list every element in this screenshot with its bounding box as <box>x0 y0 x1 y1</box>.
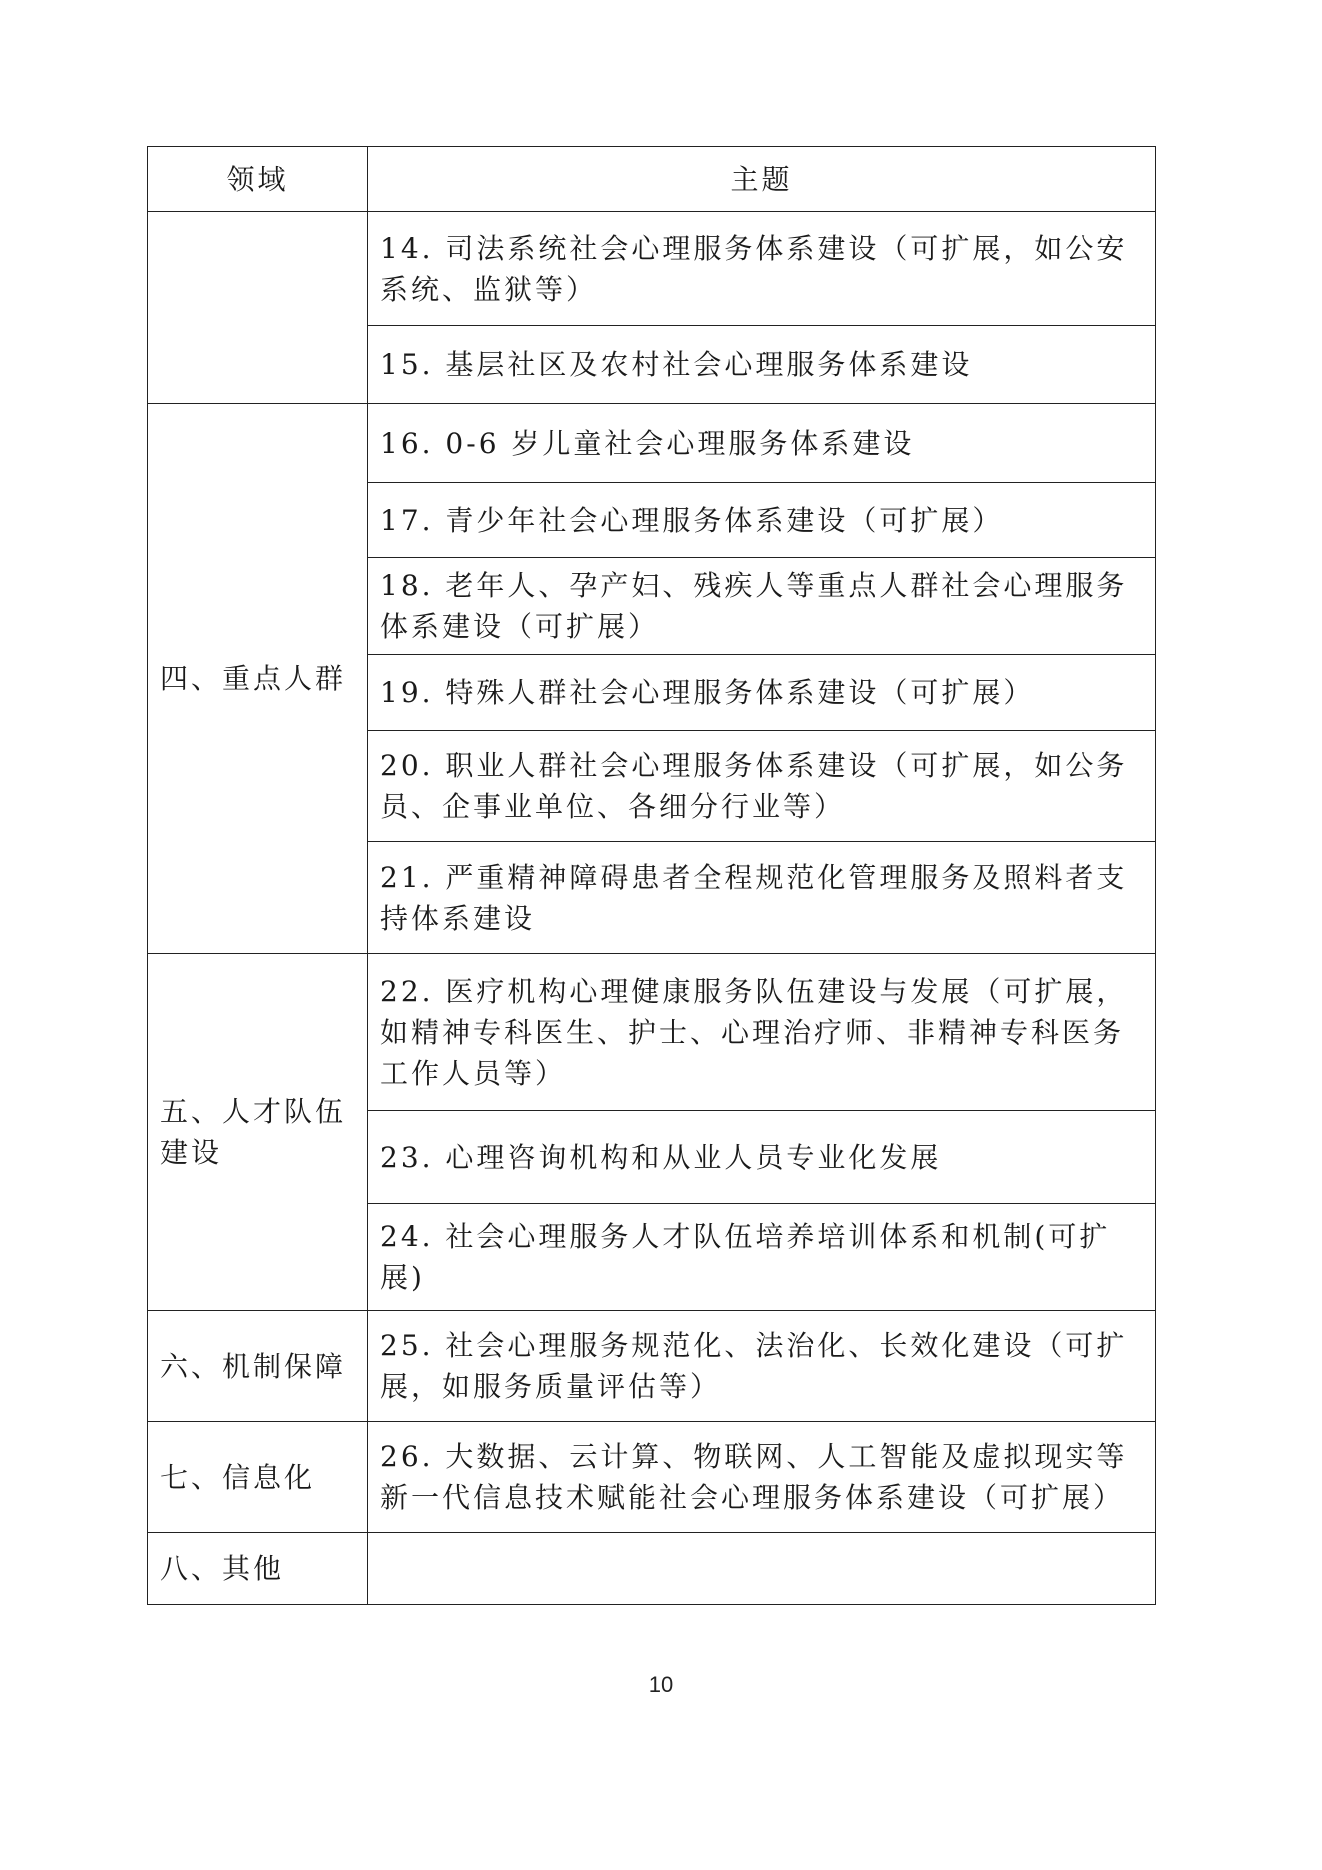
domain-cell-empty <box>148 212 368 404</box>
topic-cell: 18. 老年人、孕产妇、残疾人等重点人群社会心理服务体系建设（可扩展） <box>368 558 1156 655</box>
header-row <box>148 147 1156 212</box>
domain-cell-mechanism: 六、机制保障 <box>148 1311 368 1422</box>
domain-cell-key-groups: 四、重点人群 <box>148 404 368 954</box>
header-topic: 主题 <box>368 147 1156 212</box>
table-row <box>148 1533 1156 1605</box>
topic-cell: 19. 特殊人群社会心理服务体系建设（可扩展） <box>368 655 1156 731</box>
table-row <box>148 954 1156 1111</box>
domain-cell-other: 八、其他 <box>148 1533 368 1605</box>
topic-cell: 17. 青少年社会心理服务体系建设（可扩展） <box>368 483 1156 558</box>
topic-cell: 23. 心理咨询机构和从业人员专业化发展 <box>368 1111 1156 1204</box>
topic-cell: 24. 社会心理服务人才队伍培养培训体系和机制(可扩展) <box>368 1204 1156 1311</box>
topic-cell: 15. 基层社区及农村社会心理服务体系建设 <box>368 326 1156 404</box>
topic-cell: 22. 医疗机构心理健康服务队伍建设与发展（可扩展，如精神专科医生、护士、心理治疗师、非精神专科医务工作人员等） <box>368 954 1156 1111</box>
table-row <box>148 404 1156 483</box>
header-domain: 领域 <box>148 147 368 212</box>
topic-cell: 14. 司法系统社会心理服务体系建设（可扩展，如公安系统、监狱等） <box>368 212 1156 326</box>
topic-cell <box>368 1533 1156 1605</box>
topics-table <box>147 146 1156 1605</box>
topic-cell: 21. 严重精神障碍患者全程规范化管理服务及照料者支持体系建设 <box>368 842 1156 954</box>
topic-cell: 26. 大数据、云计算、物联网、人工智能及虚拟现实等新一代信息技术赋能社会心理服务体系建设（可扩展） <box>368 1422 1156 1533</box>
topic-cell: 16. 0-6 岁儿童社会心理服务体系建设 <box>368 404 1156 483</box>
topic-cell: 25. 社会心理服务规范化、法治化、长效化建设（可扩展，如服务质量评估等） <box>368 1311 1156 1422</box>
domain-cell-talent-team: 五、人才队伍建设 <box>148 954 368 1311</box>
table-row <box>148 1422 1156 1533</box>
domain-cell-informatization: 七、信息化 <box>148 1422 368 1533</box>
page-number: 10 <box>648 1672 674 1697</box>
table-row <box>148 1311 1156 1422</box>
topic-cell: 20. 职业人群社会心理服务体系建设（可扩展，如公务员、企事业单位、各细分行业等） <box>368 731 1156 842</box>
table-row <box>148 212 1156 326</box>
